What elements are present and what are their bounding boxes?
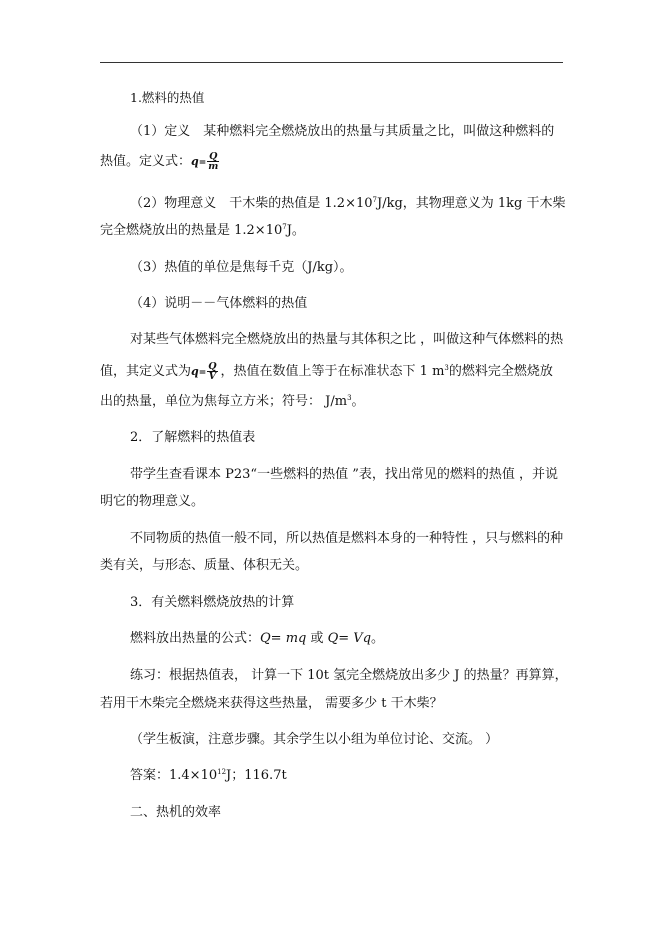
definition-line-2 [100,152,222,171]
formula-end-text: 。 [371,631,385,646]
table-line-2 [100,494,204,510]
answer-text-b: J；116.7t [226,768,287,783]
section-heading-fuel-heat-value [130,90,204,106]
gas-fuel-heading-text: （4）说明－－气体燃料的热值 [130,296,308,311]
formula-q-symbol: q [191,155,199,168]
table-text-2: 明它的物理意义。 [100,494,205,509]
gas-fuel-text-6: 。 [351,394,365,409]
definition-line-1 [130,124,554,140]
formula-equals: = [198,158,207,168]
property-text-1: 不同物质的热值一般不同，所以热值是燃料本身的一种特性 ，只与燃料的种 [130,531,564,546]
gas-fuel-heading [130,296,307,312]
meaning-text-d: J。 [286,223,305,238]
gas-fuel-line-1 [130,332,563,348]
formula-intro-text: 燃料放出热量的公式： [130,631,261,646]
unit-line [130,260,353,276]
gas-fuel-text-3: ，热值在数值上等于在标准状态下 1 m [220,364,445,379]
fraction-numerator: Q [209,151,218,162]
gas-fuel-text-2: 值，其定义式为 [100,364,192,379]
gas-fuel-text-4: 的燃料完全燃烧放 [448,364,553,379]
formula-or-text: 或 [306,631,328,646]
answer-line [130,768,287,784]
exercise-line-2 [100,696,443,712]
formula-fraction-q-over-v [207,362,217,381]
exercise-text-2: 若用干木柴完全燃烧来获得这些热量， 需要多少 t 干木柴？ [100,696,443,711]
formula-q-mq: Q= mq [260,631,307,646]
gas-fuel-line-3 [100,394,365,410]
formula-equals: = [198,368,207,378]
exercise-line-1 [130,668,568,684]
answer-text-a: 答案：1.4×10 [130,768,218,783]
exponent: 7 [282,223,287,231]
fraction-denominator: m [208,161,219,172]
heading-text: 1.燃料的热值 [130,90,205,105]
exponent: 7 [372,196,377,204]
formula-q-vq: Q= Vq [327,631,372,646]
meaning-text-a: （2）物理意义 干木柴的热值是 1.2×10 [130,196,373,211]
exercise-text-1: 练习：根据热值表， 计算一下 10t 氢完全燃烧放出多少 J 的热量？再算算， [130,668,568,683]
meaning-text-b: J/kg，其物理意义为 1kg 干木柴 [376,196,566,211]
section-heading-heat-value-table [130,430,255,446]
formula-line [130,631,384,647]
property-text-2: 类有关，与形态、质量、体积无关。 [100,558,309,573]
heading-text: 二、热机的效率 [130,805,222,820]
table-text-1: 带学生查看课本 P23“一些燃料的热值 ”表，找出常见的燃料的热值 ，并说 [130,467,558,482]
formula-q-symbol: q [191,365,199,378]
physical-meaning-line-1 [130,196,566,212]
heading-text: 3．有关燃料燃烧放热的计算 [130,595,295,610]
gas-fuel-text-5: 出的热量，单位为焦每立方米；符号： J/m [100,394,348,409]
section-heading-calculation [130,595,294,611]
property-line-1 [130,531,563,547]
exponent: 3 [347,394,352,402]
definition-text-1: （1）定义 某种燃料完全燃烧放出的热量与其质量之比，叫做这种燃料的 [130,124,555,139]
table-line-1 [130,467,558,483]
unit-text: （3）热值的单位是焦每千克（J/kg）。 [130,260,353,275]
exponent: 3 [444,364,449,372]
meaning-text-c: 完全燃烧放出的热量是 1.2×10 [100,223,283,238]
fraction-denominator: V [208,371,217,382]
fraction-numerator: Q [208,361,217,372]
board-work-text: （学生板演，注意步骤。其余学生以小组为单位讨论、交流。 ） [130,732,499,747]
definition-text-2: 热值。定义式： [100,154,192,169]
physical-meaning-line-2 [100,223,305,239]
section-heading-engine-efficiency [130,805,221,821]
heading-text: 2．了解燃料的热值表 [130,430,256,445]
header-rule [100,62,563,63]
gas-fuel-line-2 [100,362,553,381]
exponent: 12 [217,768,227,776]
gas-fuel-text-1: 对某些气体燃料完全燃烧放出的热量与其体积之比 ，叫做这种气体燃料的热 [130,332,564,347]
property-line-2 [100,558,308,574]
formula-fraction-q-over-m [207,152,219,171]
board-work-note [130,732,498,748]
